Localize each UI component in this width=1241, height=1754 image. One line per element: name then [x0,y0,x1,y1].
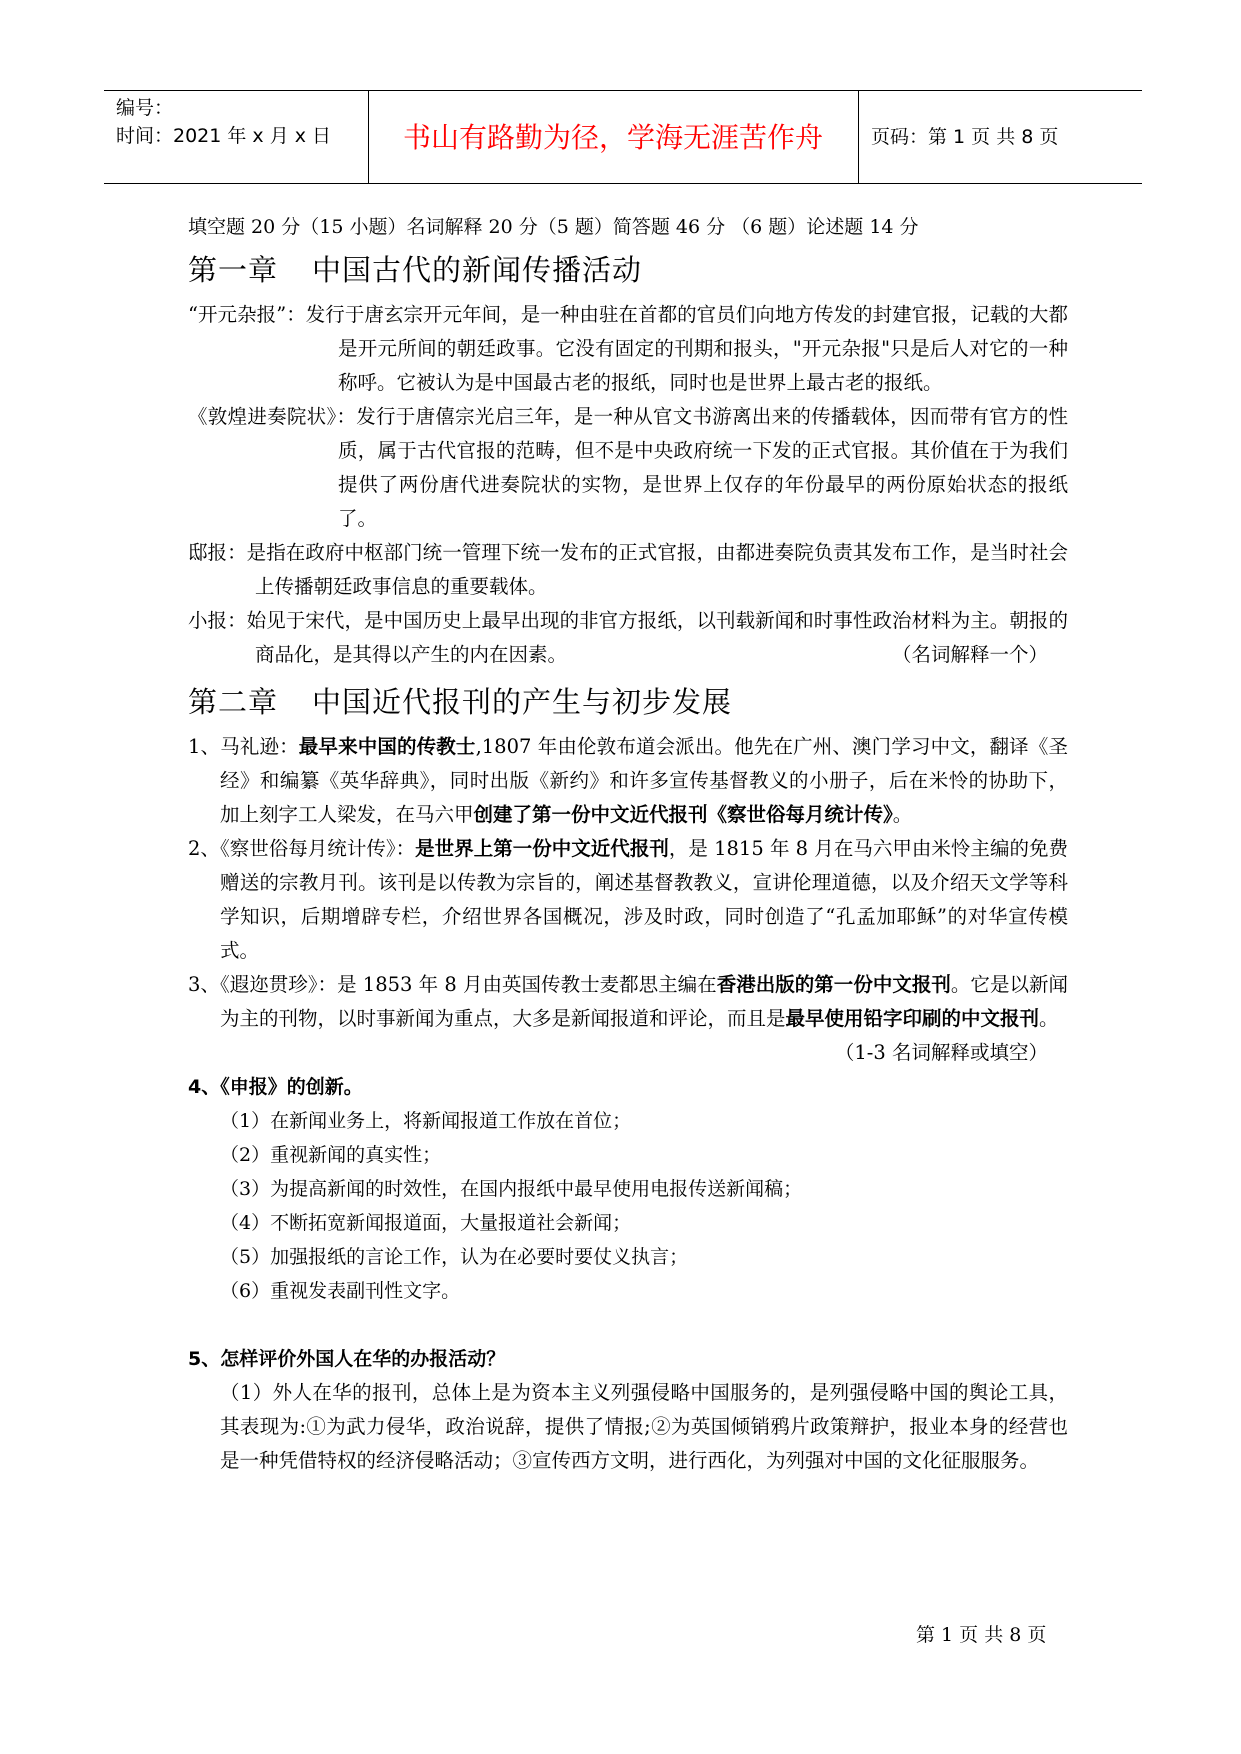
question-4-title: 4、《申报》的创新。 [188,1076,363,1098]
entry-note: （名词解释一个） [891,643,1048,666]
entry-term: 小报： [188,609,247,632]
item-number: 2、 [188,837,220,860]
chapter-1-heading [188,246,1068,294]
document-time: 时间：2021 年 x 月 x 日 [116,125,332,147]
item-highlight: 香港出版的第一份中文报刊 [716,973,951,996]
page-footer: 第 1 页 共 8 页 [916,1624,1047,1646]
item-highlight: 最早使用铅字印刷的中文报刊 [785,1007,1040,1030]
q4-point: （4）不断拓宽新闻报道面，大量报道社会新闻； [220,1212,632,1234]
header-meta [116,94,331,150]
entry-dunhuang [188,400,1068,536]
item-lead: 马礼逊： [220,735,299,758]
q5-answer: （1）外人在华的报刊，总体上是为资本主义列强侵略中国服务的，是列强侵略中国的舆论工具，其表现为:①为武力侵华，政治说辞，提供了情报;②为英国倾销鸦片政策辩护，报业本身的经营也是一种凭借特权的经济侵略活动；③宣传西方文明，进行西化，为列强对中国的文化征服服务。 [220,1381,1068,1472]
spacer [188,1308,1068,1342]
entry-text: 发行于唐玄宗开元年间，是一种由驻在首都的官员们向地方传发的封建官报，记载的大都是开元所间的朝廷政事。它没有固定的刊期和报头，"开元杂报"只是后人对它的一种称呼。它被认为是中国最古老的报纸，同时也是世界上最古老的报纸。 [305,303,1068,394]
entry-dibao [188,536,1068,604]
entry-text: 是指在政府中枢部门统一管理下统一发布的正式官报，由都进奏院负责其发布工作，是当时社会上传播朝廷政事信息的重要载体。 [246,541,1068,598]
item-text: 是 1853 年 8 月由英国传教士麦都思主编在 [337,973,717,996]
item-highlight: 最早来中国的传教士 [298,735,476,758]
entry-term: “开元杂报”： [188,303,306,326]
q4-point: （2）重视新闻的真实性； [220,1144,442,1166]
entry-term: 邸报： [188,541,247,564]
document-body [188,210,1068,1478]
score-distribution: 填空题 20 分（15 小题）名词解释 20 分（5 题）简答题 46 分 （6 题）论述题 14 分 [188,216,919,238]
item-number: 1、 [188,735,221,758]
item-text: 。 [1039,1007,1059,1030]
item-text: ,1807 年由伦敦布道会派出。他先在广州、澳门学习中文，翻译《圣经》和编纂《英华辞典》，同时出版《新约》和许多宣传基督教义的小册子，后在米怜的协助下，加上刻字工人梁发，在马六甲 [220,735,1068,826]
entry-kaiyuan-zabao [188,298,1068,400]
chapter-number: 第二章 [188,685,279,719]
question-5-title: 5、怎样评价外国人在华的办报活动？ [188,1348,506,1370]
entry-term: 《敦煌进奏院状》： [188,405,357,428]
item-number: 3、 [188,973,220,996]
header-divider-right [858,90,859,183]
item-highlight: 创建了第一份中文近代报刊《察世俗每月统计传》 [473,803,893,826]
header-motto: 书山有路勤为径，学海无涯苦作舟 [402,121,823,154]
list-item-morrison [188,730,1068,832]
entry-text: 发行于唐僖宗光启三年，是一种从官文书游离出来的传播载体，因而带有官方的性质，属于古代官报的范畴，但不是中央政府统一下发的正式官报。其价值在于为我们提供了两份唐代进奏院状的实物，是世界上仅存的年份最早的两份原始状态的报纸了。 [338,405,1068,530]
list-item-chashisu [188,832,1068,968]
q4-point: （6）重视发表副刊性文字。 [220,1280,461,1302]
chapter-title: 中国古代的新闻传播活动 [312,253,643,287]
q4-point: （3）为提高新闻的时效性，在国内报纸中最早使用电报传送新闻稿； [220,1178,803,1200]
header-page-info: 页码：第 1 页 共 8 页 [871,126,1059,148]
item-text: 。它是以新闻为主的刊物，以时事新闻为重点，大多是新闻报道和评论，而且是 [220,973,1068,1030]
q4-point: （1）在新闻业务上，将新闻报道工作放在首位； [220,1110,632,1132]
chapter-2-heading [188,678,1068,726]
item-lead: 《遐迩贯珍》： [219,973,338,996]
chapter-number: 第一章 [188,253,279,287]
item-highlight: 是世界上第一份中文近代报刊 [415,837,669,860]
document-number-label: 编号： [116,97,174,119]
item-note: （1-3 名词解释或填空） [834,1041,1048,1064]
item-text: 。 [892,803,913,826]
header-bottom-rule [104,183,1142,184]
entry-text: 始见于宋代，是中国历史上最早出现的非官方报纸，以刊载新闻和时事性政治材料为主。朝报的商品化，是其得以产生的内在因素。 [246,609,1068,666]
item-lead: 《察世俗每月统计传》： [219,837,416,860]
entry-xiaobao [188,604,1068,672]
list-item-xiaer-guanzhen [188,968,1068,1064]
item-text: ，是 1815 年 8 月在马六甲由米怜主编的免费赠送的宗教月刊。该刊是以传教为宗旨的，阐述基督教教义，宣讲伦理道德，以及介绍天文学等科学知识，后期增辟专栏，介绍世界各国概况，涉及时政，同时创造了“孔孟加耶稣”的对华宣传模式。 [220,837,1068,962]
q4-point: （5）加强报纸的言论工作，认为在必要时要仗义执言； [220,1246,689,1268]
header-top-rule [104,90,1142,91]
chapter-title: 中国近代报刊的产生与初步发展 [312,685,733,719]
